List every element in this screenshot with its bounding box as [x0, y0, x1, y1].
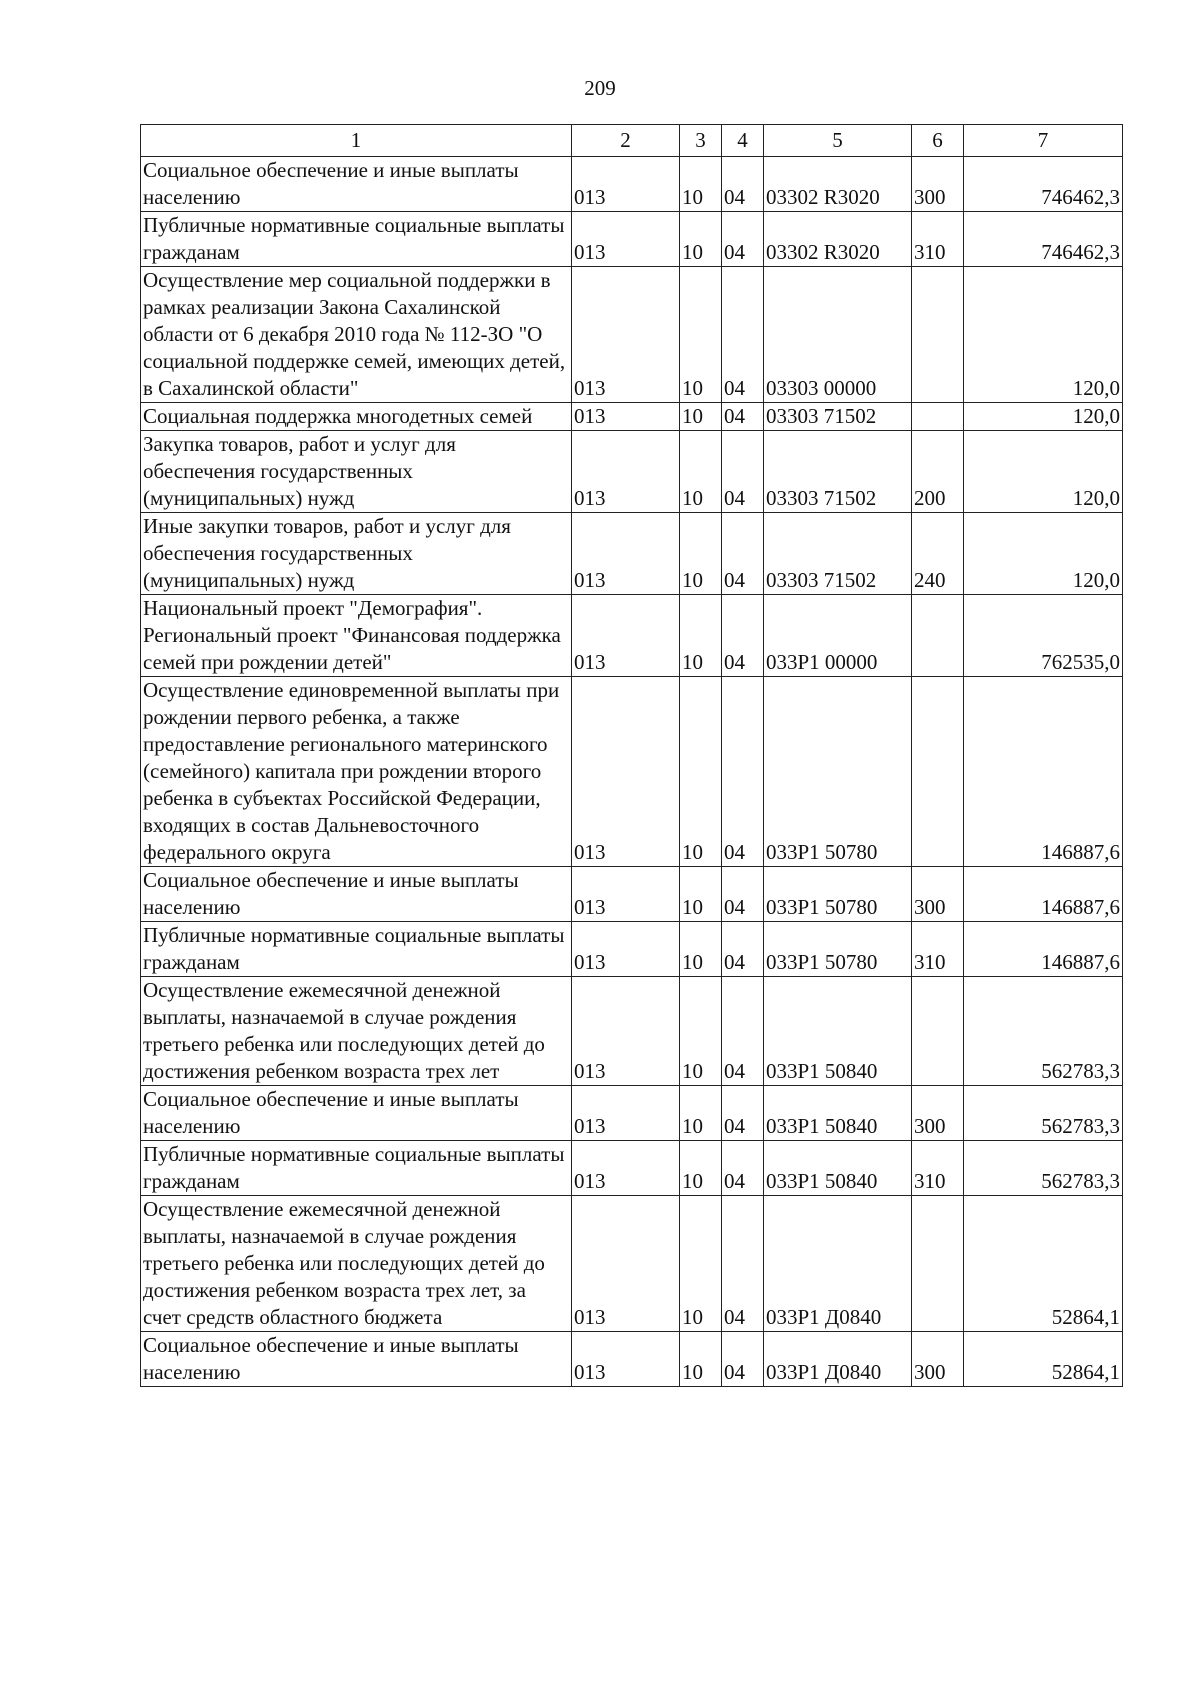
row-col5-cell: 03303 71502 — [764, 403, 912, 431]
row-col2-cell: 013 — [572, 403, 680, 431]
row-col3-cell: 10 — [680, 513, 722, 595]
row-amount-cell: 120,0 — [964, 267, 1123, 403]
column-header: 5 — [764, 125, 912, 157]
column-header: 1 — [141, 125, 572, 157]
row-amount-cell: 146887,6 — [964, 677, 1123, 867]
row-col5-cell: 033Р1 50840 — [764, 1141, 912, 1196]
row-col2-cell: 013 — [572, 431, 680, 513]
row-col4-cell: 04 — [722, 677, 764, 867]
row-col5-cell: 033Р1 00000 — [764, 595, 912, 677]
row-col4-cell: 04 — [722, 867, 764, 922]
row-col3-cell: 10 — [680, 1141, 722, 1196]
page-number: 209 — [584, 76, 616, 100]
row-col6-cell: 300 — [912, 157, 964, 212]
row-col3-cell: 10 — [680, 403, 722, 431]
row-col6-cell: 310 — [912, 922, 964, 977]
row-col2-cell: 013 — [572, 267, 680, 403]
row-col5-cell: 033Р1 Д0840 — [764, 1196, 912, 1332]
table-row — [141, 595, 1123, 677]
column-header: 3 — [680, 125, 722, 157]
row-name-cell: Национальный проект "Демография". Региональный проект "Финансовая поддержка семей при рождении детей" — [141, 595, 572, 677]
row-col3-cell: 10 — [680, 1196, 722, 1332]
row-amount-cell: 120,0 — [964, 403, 1123, 431]
row-col3-cell: 10 — [680, 867, 722, 922]
row-col5-cell: 03303 71502 — [764, 513, 912, 595]
table-row — [141, 513, 1123, 595]
row-col4-cell: 04 — [722, 922, 764, 977]
row-col6-cell — [912, 403, 964, 431]
row-amount-cell: 762535,0 — [964, 595, 1123, 677]
column-header: 7 — [964, 125, 1123, 157]
row-col6-cell: 300 — [912, 1332, 964, 1387]
row-col3-cell: 10 — [680, 977, 722, 1086]
row-col4-cell: 04 — [722, 431, 764, 513]
row-col6-cell: 240 — [912, 513, 964, 595]
row-col5-cell: 033Р1 50840 — [764, 977, 912, 1086]
row-amount-cell: 562783,3 — [964, 977, 1123, 1086]
row-col3-cell: 10 — [680, 1332, 722, 1387]
row-col5-cell: 03303 71502 — [764, 431, 912, 513]
table-row — [141, 267, 1123, 403]
row-amount-cell: 146887,6 — [964, 867, 1123, 922]
column-header: 4 — [722, 125, 764, 157]
row-col2-cell: 013 — [572, 212, 680, 267]
row-name-cell: Социальное обеспечение и иные выплаты населению — [141, 1332, 572, 1387]
table-row — [141, 157, 1123, 212]
row-col2-cell: 013 — [572, 977, 680, 1086]
row-col3-cell: 10 — [680, 922, 722, 977]
row-name-cell: Иные закупки товаров, работ и услуг для обеспечения государственных (муниципальных) нужд — [141, 513, 572, 595]
row-name-cell: Публичные нормативные социальные выплаты гражданам — [141, 1141, 572, 1196]
row-amount-cell: 52864,1 — [964, 1332, 1123, 1387]
row-col6-cell — [912, 1196, 964, 1332]
row-col2-cell: 013 — [572, 595, 680, 677]
row-name-cell: Публичные нормативные социальные выплаты гражданам — [141, 922, 572, 977]
table-row — [141, 922, 1123, 977]
row-col2-cell: 013 — [572, 867, 680, 922]
row-col6-cell: 310 — [912, 1141, 964, 1196]
row-col5-cell: 033Р1 Д0840 — [764, 1332, 912, 1387]
row-col6-cell: 310 — [912, 212, 964, 267]
row-col2-cell: 013 — [572, 1196, 680, 1332]
row-col2-cell: 013 — [572, 1141, 680, 1196]
row-col5-cell: 033Р1 50780 — [764, 677, 912, 867]
row-name-cell: Закупка товаров, работ и услуг для обеспечения государственных (муниципальных) нужд — [141, 431, 572, 513]
row-col4-cell: 04 — [722, 1086, 764, 1141]
row-col3-cell: 10 — [680, 677, 722, 867]
row-col3-cell: 10 — [680, 595, 722, 677]
row-col6-cell: 300 — [912, 867, 964, 922]
budget-table — [140, 124, 1123, 1387]
table-row — [141, 1332, 1123, 1387]
table-row — [141, 977, 1123, 1086]
table-row — [141, 1141, 1123, 1196]
row-col4-cell: 04 — [722, 267, 764, 403]
row-col4-cell: 04 — [722, 403, 764, 431]
row-col4-cell: 04 — [722, 513, 764, 595]
row-col3-cell: 10 — [680, 431, 722, 513]
table-row — [141, 431, 1123, 513]
row-col4-cell: 04 — [722, 157, 764, 212]
row-name-cell: Социальная поддержка многодетных семей — [141, 403, 572, 431]
row-amount-cell: 562783,3 — [964, 1086, 1123, 1141]
row-amount-cell: 746462,3 — [964, 157, 1123, 212]
row-col6-cell: 300 — [912, 1086, 964, 1141]
row-col5-cell: 03302 R3020 — [764, 157, 912, 212]
row-col2-cell: 013 — [572, 677, 680, 867]
table-row — [141, 212, 1123, 267]
row-col3-cell: 10 — [680, 1086, 722, 1141]
table-row — [141, 677, 1123, 867]
row-amount-cell: 52864,1 — [964, 1196, 1123, 1332]
table-body — [141, 157, 1123, 1387]
row-col3-cell: 10 — [680, 267, 722, 403]
row-amount-cell: 120,0 — [964, 431, 1123, 513]
row-col4-cell: 04 — [722, 1332, 764, 1387]
row-col3-cell: 10 — [680, 157, 722, 212]
row-col5-cell: 03302 R3020 — [764, 212, 912, 267]
row-col2-cell: 013 — [572, 157, 680, 212]
row-col4-cell: 04 — [722, 595, 764, 677]
row-col4-cell: 04 — [722, 977, 764, 1086]
table-row — [141, 403, 1123, 431]
row-amount-cell: 120,0 — [964, 513, 1123, 595]
row-name-cell: Социальное обеспечение и иные выплаты населению — [141, 867, 572, 922]
row-col6-cell: 200 — [912, 431, 964, 513]
row-col6-cell — [912, 677, 964, 867]
column-header: 2 — [572, 125, 680, 157]
row-name-cell: Социальное обеспечение и иные выплаты населению — [141, 157, 572, 212]
row-col6-cell — [912, 595, 964, 677]
row-col4-cell: 04 — [722, 1141, 764, 1196]
row-amount-cell: 146887,6 — [964, 922, 1123, 977]
row-name-cell: Социальное обеспечение и иные выплаты населению — [141, 1086, 572, 1141]
row-col6-cell — [912, 267, 964, 403]
table-header-row — [141, 125, 1123, 157]
row-name-cell: Осуществление мер социальной поддержки в рамках реализации Закона Сахалинской области от 6 декабря 2010 года № 112-ЗО "О социальной поддержке семей, имеющих детей, в Сахалинской области" — [141, 267, 572, 403]
row-name-cell: Осуществление ежемесячной денежной выплаты, назначаемой в случае рождения третьего ребенка или последующих детей до достижения ребенком возраста трех лет — [141, 977, 572, 1086]
column-header: 6 — [912, 125, 964, 157]
table-row — [141, 867, 1123, 922]
row-name-cell: Осуществление единовременной выплаты при рождении первого ребенка, а также предоставление регионального материнского (семейного) капитала при рождении второго ребенка в субъектах Российской Федерации, входящих в состав Дальневосточного федерального округа — [141, 677, 572, 867]
row-col5-cell: 03303 00000 — [764, 267, 912, 403]
row-col2-cell: 013 — [572, 513, 680, 595]
table-row — [141, 1086, 1123, 1141]
row-col2-cell: 013 — [572, 922, 680, 977]
table-row — [141, 1196, 1123, 1332]
row-col4-cell: 04 — [722, 212, 764, 267]
row-amount-cell: 746462,3 — [964, 212, 1123, 267]
row-col2-cell: 013 — [572, 1086, 680, 1141]
row-col3-cell: 10 — [680, 212, 722, 267]
row-col2-cell: 013 — [572, 1332, 680, 1387]
row-name-cell: Публичные нормативные социальные выплаты гражданам — [141, 212, 572, 267]
row-col5-cell: 033Р1 50780 — [764, 922, 912, 977]
row-col5-cell: 033Р1 50780 — [764, 867, 912, 922]
row-col5-cell: 033Р1 50840 — [764, 1086, 912, 1141]
row-name-cell: Осуществление ежемесячной денежной выплаты, назначаемой в случае рождения третьего ребенка или последующих детей до достижения ребенком возраста трех лет, за счет средств областного бюджета — [141, 1196, 572, 1332]
row-amount-cell: 562783,3 — [964, 1141, 1123, 1196]
row-col6-cell — [912, 977, 964, 1086]
row-col4-cell: 04 — [722, 1196, 764, 1332]
